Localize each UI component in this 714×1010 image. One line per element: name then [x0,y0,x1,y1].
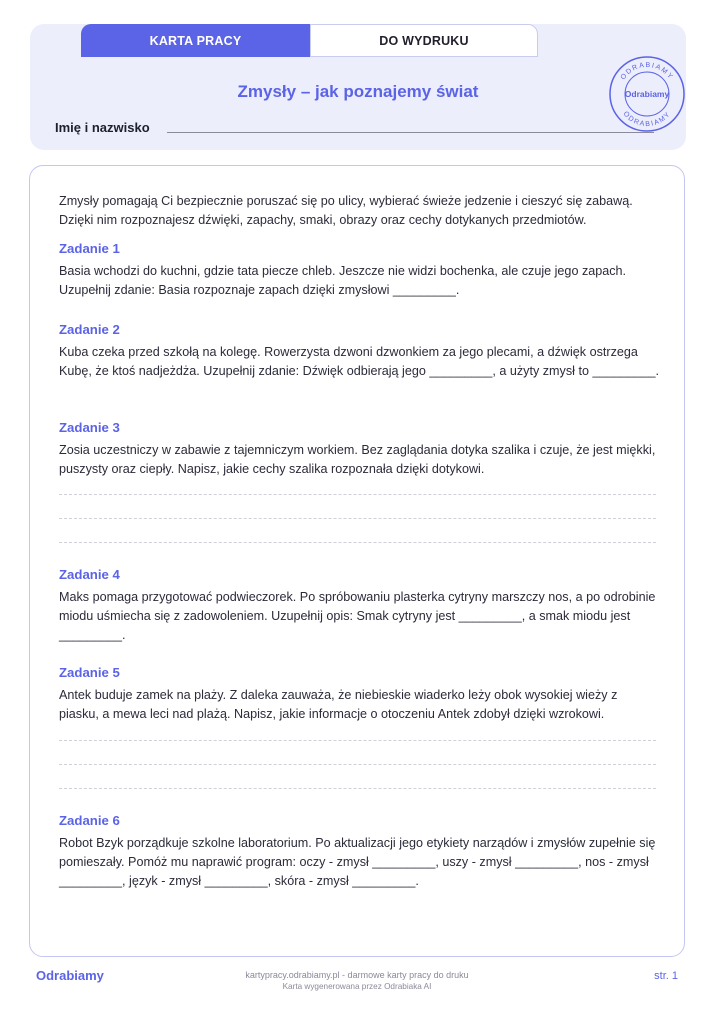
intro-block [59,192,659,230]
task-2 [59,322,659,381]
task-2-title: Zadanie 2 [59,322,120,337]
task-3 [59,420,659,479]
footer-site-text: kartypracy.odrabiamy.pl - darmowe karty pracy do druku [245,970,469,980]
task-4-text: Maks pomaga przygotować podwieczorek. Po spróbowaniu plasterka cytryny marszczy nos, a po odrobinie miodu uśmiecha się z zadowoleniem. Uzupełnij opis: Smak cytryny jest _________, a smak miodu jest _________. [59,590,656,642]
tab-do-wydruku[interactable]: DO WYDRUKU [310,24,538,57]
answer-line[interactable] [59,740,656,741]
worksheet-header [30,24,686,150]
task-1-title: Zadanie 1 [59,241,120,256]
task-1 [59,241,659,300]
answer-line[interactable] [59,518,656,519]
task-6 [59,813,659,891]
intro-text: Zmysły pomagają Ci bezpiecznie poruszać się po ulicy, wybierać świeże jedzenie i cieszyć się zabawą. Dzięki nim rozpoznajesz dźwięki, zapachy, smaki, obrazy oraz cechy dotykanych przedmiotów. [59,194,633,227]
answer-line[interactable] [59,788,656,789]
task-5 [59,665,659,724]
page-title: Zmysły – jak poznajemy świat [237,82,479,101]
page-number: str. 1 [654,970,678,982]
task-3-title: Zadanie 3 [59,420,120,435]
worksheet-content-card [29,165,685,957]
name-field-line [167,132,654,133]
footer-generated-text: Karta wygenerowana przez Odrabiaka AI [282,982,432,991]
answer-line[interactable] [59,542,656,543]
task-2-text: Kuba czeka przed szkołą na kolegę. Rowerzysta dzwoni dzwonkiem za jego plecami, a dźwięk ostrzega Kubę, że ktoś nadjeżdża. Uzupełnij zdanie: Dźwięk odbierają jego _________, a użyty zmysł to _________. [59,345,659,378]
task-4 [59,567,659,645]
task-1-text: Basia wchodzi do kuchni, gdzie tata piecze chleb. Jeszcze nie widzi bochenka, ale czuje jego zapach. Uzupełnij zdanie: Basia rozpoznaje zapach dzięki zmysłowi _________. [59,264,627,297]
task-6-text: Robot Bzyk porządkuje szkolne laboratorium. Po aktualizacji jego etykiety narządów i zmysłów zupełnie się pomieszały. Pomóż mu naprawić program: oczy - zmysł _________, uszy - zmysł _________, nos - zmysł _________, język - zmysł _________, skóra - zmysł _________. [59,836,656,888]
task-6-title: Zadanie 6 [59,813,120,828]
task-5-text: Antek buduje zamek na plaży. Z daleka zauważa, że niebieskie wiaderko leży obok wysokiej wieży z piasku, a mewa leci nad plażą. Napisz, jakie informacje o otoczeniu Antek zdobył dzięki wzrokowi. [59,688,618,721]
task-5-title: Zadanie 5 [59,665,120,680]
answer-line[interactable] [59,764,656,765]
task-4-title: Zadanie 4 [59,567,120,582]
svg-text:ODRABIAMY [622,110,673,128]
odrabiamy-stamp-logo [608,55,686,133]
tab-karta-pracy[interactable]: KARTA PRACY [81,24,310,57]
task-3-text: Zosia uczestniczy w zabawie z tajemniczym workiem. Bez zaglądania dotyka szalika i czuje, że jest miękki, puszysty oraz ciepły. Napisz, jakie cechy szalika rozpoznała dzięki dotykowi. [59,443,656,476]
page-footer [0,962,714,1002]
name-label: Imię i nazwisko [55,120,150,135]
answer-line[interactable] [59,494,656,495]
stamp-bottom-text: ODRABIAMY [621,110,673,129]
stamp-top-text: ODRABIAMY [619,61,675,82]
footer-brand[interactable]: Odrabiamy [36,968,104,983]
stamp-center-text: Odrabiamy [624,89,670,99]
